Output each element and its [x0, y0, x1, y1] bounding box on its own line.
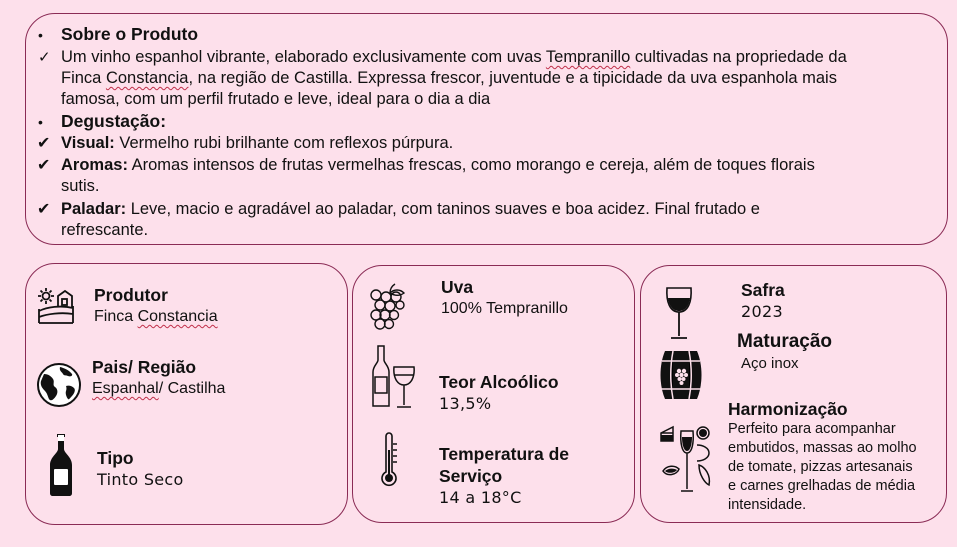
food-pairing-icon — [659, 423, 717, 501]
about-line-2: Finca Constancia, na região de Castilla. Expressa frescor, juventude e a tipicidade da uva espanhola mais — [61, 69, 837, 87]
alcohol-value: 13,5% — [439, 394, 492, 413]
tasting-palate-cont: refrescante. — [61, 221, 149, 239]
about-line-3: famosa, com um perfil frutado e leve, ideal para o dia a dia — [61, 90, 491, 108]
producer-label: Produtor — [94, 285, 168, 305]
vintage-label: Safra — [741, 280, 785, 300]
pairing-label: Harmonização — [728, 399, 848, 419]
aging-label: Maturação — [737, 331, 833, 352]
grape-value: 100% Tempranillo — [441, 300, 568, 317]
alcohol-label: Teor Alcoólico — [439, 372, 559, 392]
bullet-icon: • — [38, 114, 43, 130]
grapes-icon — [368, 283, 408, 331]
type-value: Tinto Seco — [97, 470, 184, 489]
check-bold-icon: ✔ — [37, 201, 51, 218]
pairing-line-3: de tomate, pizzas artesanais — [728, 459, 913, 475]
bullet-icon: • — [38, 27, 43, 43]
check-bold-icon: ✔ — [37, 157, 51, 174]
temperature-value: 14 a 18°C — [439, 488, 522, 507]
type-label: Tipo — [97, 448, 134, 468]
region-value: Espanhal/ Castilha — [92, 380, 226, 397]
pairing-line-5: intensidade. — [728, 497, 807, 513]
globe-icon — [36, 362, 82, 408]
tasting-aroma: Aromas: Aromas intensos de frutas vermelhas frescas, como morango e cereja, além de toques florais — [61, 156, 815, 174]
pairing-line-4: e carnes grelhadas de média — [728, 478, 916, 494]
about-line-1: Um vinho espanhol vibrante, elaborado exclusivamente com uvas Tempranillo cultivadas na propriedade da — [61, 48, 847, 66]
producer-value: Finca Constancia — [94, 308, 218, 325]
aging-value: Aço inox — [741, 355, 799, 372]
wine-glass-icon — [665, 286, 693, 342]
temperature-label-1: Temperatura de — [439, 444, 569, 464]
tasting-visual: Visual: Vermelho rubi brilhante com reflexos púrpura. — [61, 134, 454, 152]
barrel-icon — [659, 349, 703, 401]
wine-bottle-icon — [48, 433, 74, 497]
farm-icon — [38, 287, 74, 325]
check-bold-icon: ✔ — [37, 135, 51, 152]
thermometer-icon — [379, 432, 399, 488]
bottle-and-glass-icon — [372, 345, 418, 409]
pairing-line-1: Perfeito para acompanhar — [728, 421, 896, 437]
tasting-palate: Paladar: Leve, macio e agradável ao paladar, com taninos suaves e boa acidez. Final frutado e — [61, 200, 760, 218]
tasting-heading: Degustação: — [61, 111, 167, 131]
vintage-value: 2023 — [741, 302, 783, 321]
region-label: Pais/ Região — [92, 357, 197, 377]
about-heading: Sobre o Produto — [61, 24, 199, 44]
tasting-aroma-cont: sutis. — [61, 177, 100, 195]
check-icon: ✓ — [38, 49, 51, 66]
pairing-line-2: embutidos, massas ao molho — [728, 440, 917, 456]
temperature-label-2: Serviço — [439, 466, 503, 486]
grape-label: Uva — [441, 277, 474, 297]
